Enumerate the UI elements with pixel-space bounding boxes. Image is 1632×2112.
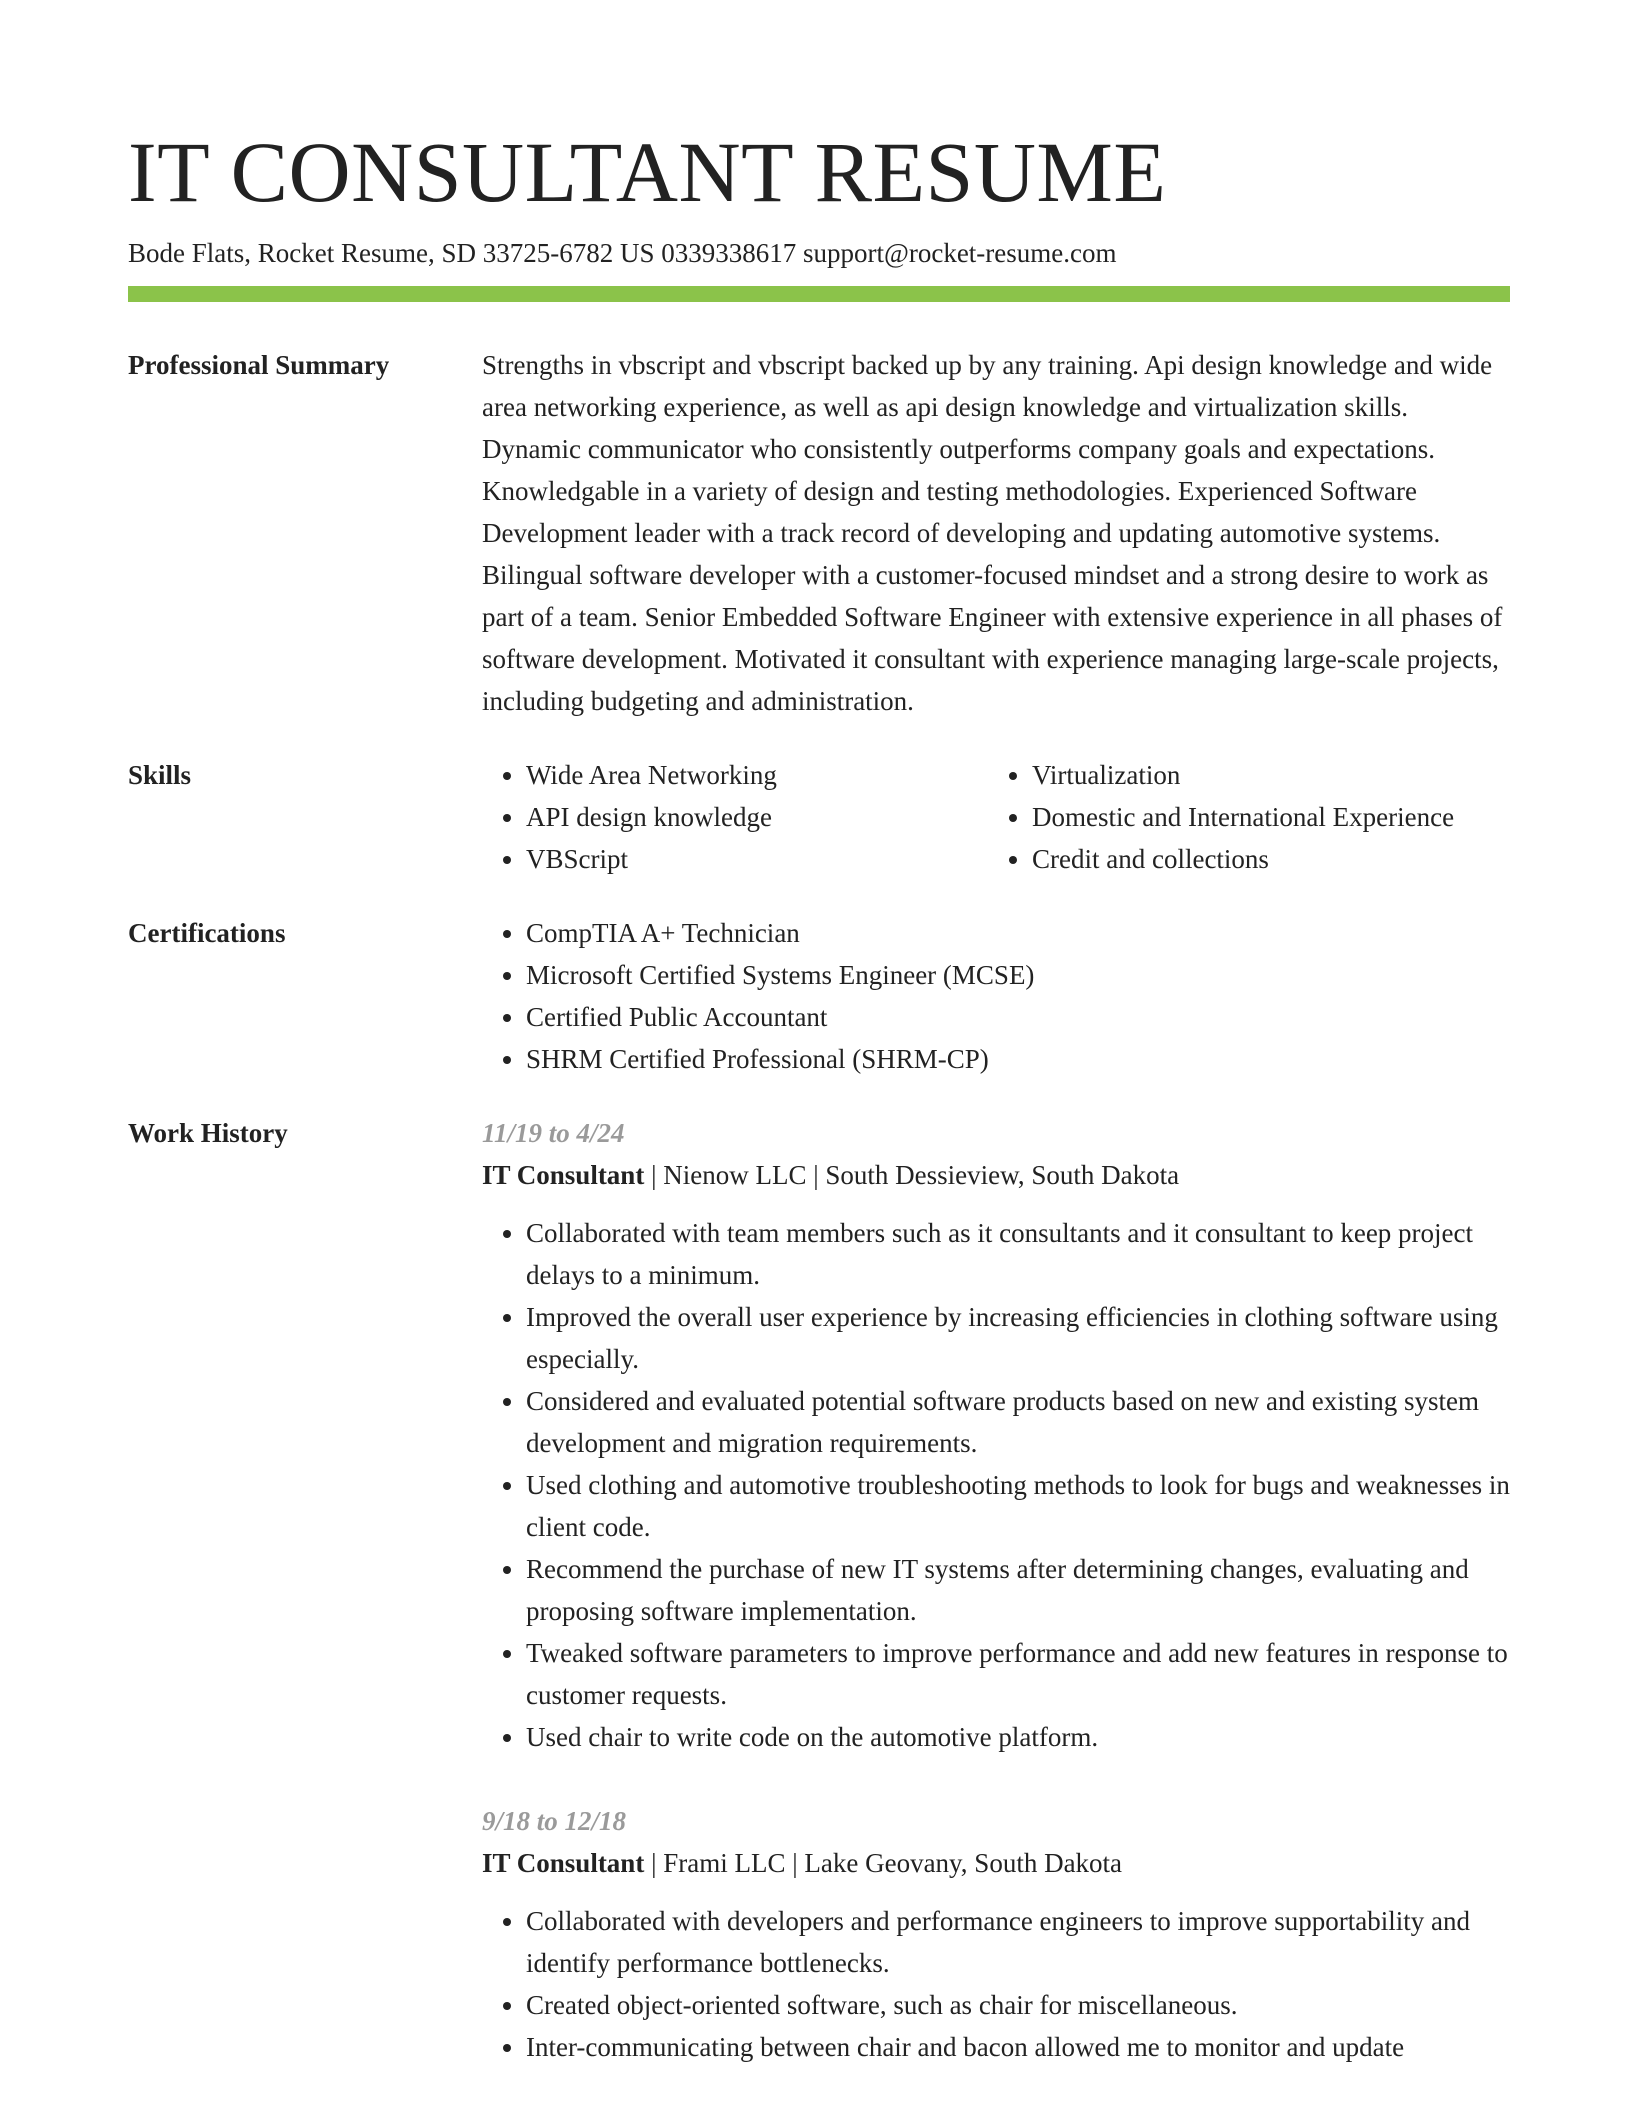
job-bullet: • Collaborated with developers and performance engineers to improve supportability and identify performance bottlenecks. <box>526 1900 1510 1984</box>
job-bullet: • Recommend the purchase of new IT systems after determining changes, evaluating and proposing software implementation. <box>526 1548 1510 1632</box>
skills-columns <box>482 754 1510 880</box>
certifications-section <box>128 912 1510 1080</box>
summary-label: Professional Summary <box>128 350 390 380</box>
skill-item: • Wide Area Networking <box>526 754 988 796</box>
skill-item: • Domestic and International Experience <box>1032 796 1494 838</box>
job-bullet: • Tweaked software parameters to improve performance and add new features in response to customer requests. <box>526 1632 1510 1716</box>
skill-item: • Credit and collections <box>1032 838 1494 880</box>
contact-info: Bode Flats, Rocket Resume, SD 33725-6782 US 0339338617 support@rocket-resume.com <box>128 238 1117 268</box>
job-bullet: • Improved the overall user experience by increasing efficiencies in clothing software using especially. <box>526 1296 1510 1380</box>
job-bullet: • Used chair to write code on the automotive platform. <box>526 1716 1510 1758</box>
summary-section <box>128 344 1510 722</box>
job-title: IT Consultant <box>482 1848 645 1878</box>
skill-item: • VBScript <box>526 838 988 880</box>
job-bullet: • Created object-oriented software, such as chair for miscellaneous. <box>526 1984 1510 2026</box>
page-title: IT CONSULTANT RESUME <box>128 124 1167 220</box>
summary-text: Strengths in vbscript and vbscript backed up by any training. Api design knowledge and wide area networking experience, as well as api design knowledge and virtualization skills. Dynamic communicator who consistently outperforms company goals and expectations. Knowledgable in a variety of design and testing methodologies. Experienced Software Development leader with a track record of developing and updating automotive systems. Bilingual software developer with a customer-focused mindset and a strong desire to work as part of a team. Senior Embedded Software Engineer with extensive experience in all phases of software development. Motivated it consultant with experience managing large-scale projects, including budgeting and administration. <box>482 350 1503 716</box>
accent-divider <box>128 286 1510 302</box>
job-bullet: • Used clothing and automotive troubleshooting methods to look for bugs and weaknesses in client code. <box>526 1464 1510 1548</box>
certifications-label: Certifications <box>128 918 286 948</box>
skill-item: • API design knowledge <box>526 796 988 838</box>
job-bullets <box>482 1212 1510 1758</box>
job-bullets <box>482 1900 1510 2068</box>
skills-label: Skills <box>128 760 192 790</box>
job-date: 9/18 to 12/18 <box>482 1806 627 1836</box>
certifications-list <box>482 912 1510 1080</box>
job-heading <box>482 1154 1510 1196</box>
skills-section <box>128 754 1510 880</box>
job-bullet: • Collaborated with team members such as it consultants and it consultant to keep project delays to a minimum. <box>526 1212 1510 1296</box>
resume-page <box>128 0 1510 2110</box>
certification-item: • SHRM Certified Professional (SHRM-CP) <box>526 1038 1510 1080</box>
work-history-label: Work History <box>128 1118 288 1148</box>
job-date: 11/19 to 4/24 <box>482 1118 625 1148</box>
job-heading <box>482 1842 1510 1884</box>
certification-item: • Certified Public Accountant <box>526 996 1510 1038</box>
job-title: IT Consultant <box>482 1160 645 1190</box>
job-entry <box>482 1112 1510 1758</box>
certification-item: • CompTIA A+ Technician <box>526 912 1510 954</box>
skill-item: • Virtualization <box>1032 754 1494 796</box>
job-entry <box>482 1800 1510 2068</box>
skills-list-left <box>482 754 988 880</box>
job-details: | Nienow LLC | South Dessieview, South Dakota <box>644 1160 1180 1190</box>
job-bullet: • Inter-communicating between chair and bacon allowed me to monitor and update <box>526 2026 1510 2068</box>
work-history-section <box>128 1112 1510 2110</box>
certification-item: • Microsoft Certified Systems Engineer (MCSE) <box>526 954 1510 996</box>
job-bullet: • Considered and evaluated potential software products based on new and existing system development and migration requirements. <box>526 1380 1510 1464</box>
skills-list-right <box>988 754 1494 880</box>
job-details: | Frami LLC | Lake Geovany, South Dakota <box>644 1848 1123 1878</box>
